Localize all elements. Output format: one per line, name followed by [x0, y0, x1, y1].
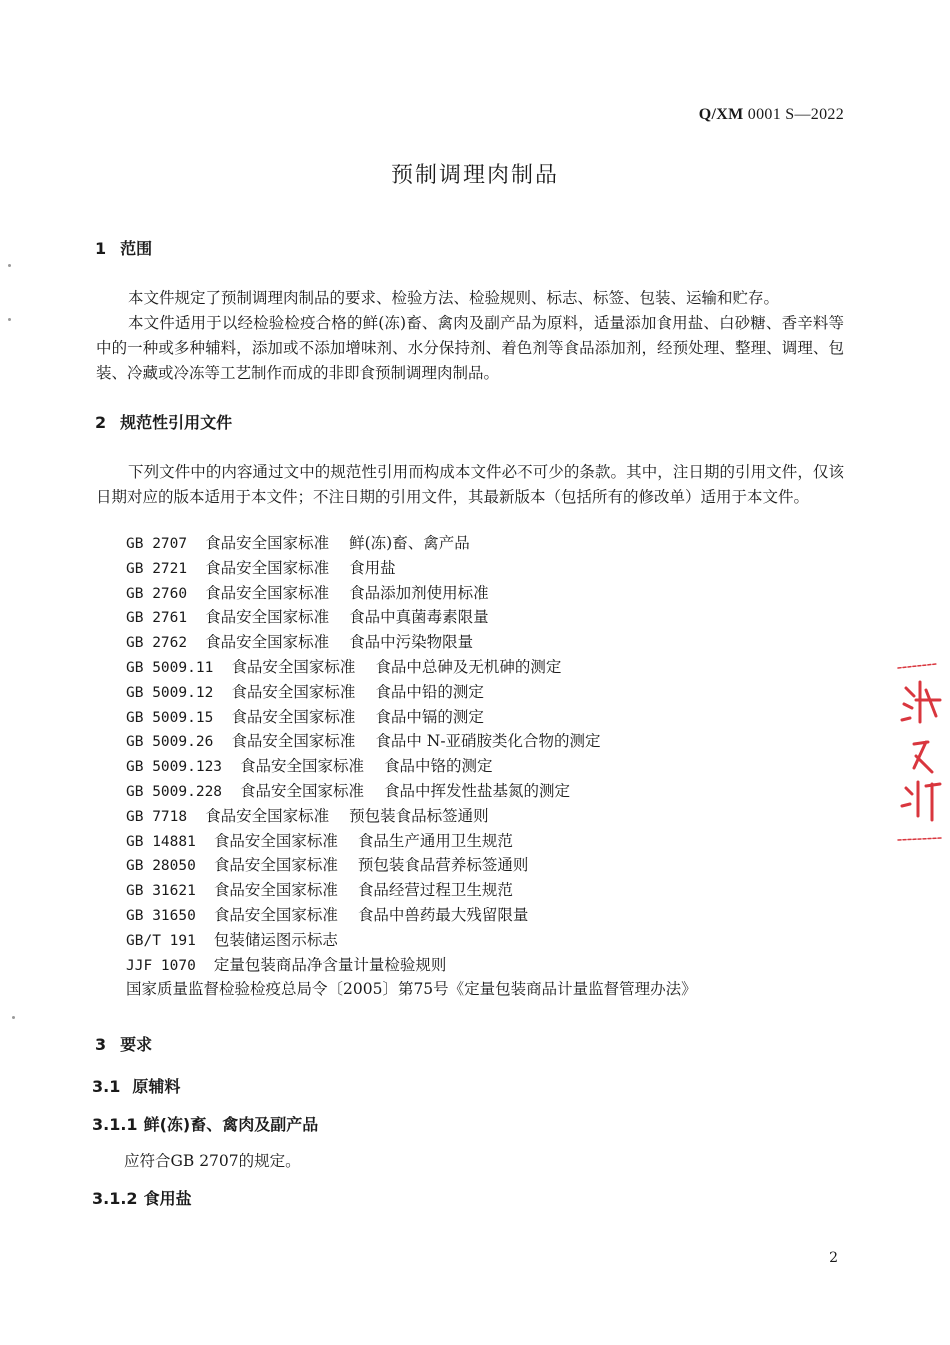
reference-item [126, 878, 697, 903]
reference-code: GB 5009.123 [126, 759, 223, 776]
reference-category: 食品安全国家标准 [205, 633, 330, 652]
section-title: 要求 [120, 1035, 153, 1054]
reference-item [126, 754, 697, 779]
reference-item [126, 705, 697, 730]
section-2-heading [95, 410, 232, 433]
reference-code: GB 7718 [126, 808, 188, 825]
reference-item [126, 928, 697, 953]
standard-code-prefix: Q/XM [698, 106, 744, 123]
reference-code: GB 2761 [126, 610, 188, 627]
section-number: 1 [95, 239, 107, 258]
reference-category: 食品安全国家标准 [240, 781, 365, 800]
reference-name: 食品生产通用卫生规范 [357, 831, 513, 850]
reference-item [126, 556, 697, 581]
reference-name: 食品中 N-亚硝胺类化合物的测定 [375, 732, 601, 751]
normative-intro: 下列文件中的内容通过文中的规范性引用而构成本文件必不可少的条款。其中，注日期的引用文件，仅该日期对应的版本适用于本文件；不注日期的引用文件，其最新版本（包括所有的修改单）适用于本文件。 [96, 463, 844, 506]
reference-code: GB 28050 [126, 858, 196, 875]
reference-decree: 国家质量监督检验检疫总局令〔2005〕第75号《定量包装商品计量监督管理办法》 [126, 980, 697, 999]
reference-category: 食品安全国家标准 [205, 558, 330, 577]
section-3-heading [95, 1032, 152, 1055]
section-3-1-heading [92, 1074, 180, 1097]
reference-name: 食品中挥发性盐基氮的测定 [384, 781, 571, 800]
reference-category: 食品安全国家标准 [231, 682, 356, 701]
reference-name: 定量包装商品净含量计量检验规则 [213, 955, 447, 974]
reference-name: 鲜(冻)畜、禽产品 [349, 534, 470, 552]
reference-name: 食品中镉的测定 [375, 707, 484, 726]
reference-category: 食品安全国家标准 [213, 905, 338, 924]
reference-category: 食品安全国家标准 [205, 806, 330, 825]
reference-category: 食品安全国家标准 [213, 831, 338, 850]
seal-stamp-icon [892, 660, 950, 850]
reference-item [126, 581, 697, 606]
reference-name: 食品中兽药最大残留限量 [357, 905, 529, 924]
reference-code: GB 2762 [126, 635, 188, 652]
reference-code: GB 5009.26 [126, 734, 214, 751]
section-3-1-1-heading [92, 1112, 318, 1135]
section-1-heading [95, 236, 152, 259]
reference-item [126, 605, 697, 630]
document-title: 预制调理肉制品 [390, 163, 559, 188]
reference-item [126, 953, 697, 978]
reference-name: 预包装食品标签通则 [349, 806, 489, 825]
reference-item [126, 630, 697, 655]
reference-name: 食品中铬的测定 [384, 757, 493, 776]
reference-name: 食品中真菌毒素限量 [349, 608, 489, 627]
reference-code: GB 5009.228 [126, 783, 223, 800]
reference-item [126, 853, 697, 878]
reference-code: GB/T 191 [126, 932, 196, 949]
reference-category: 食品安全国家标准 [213, 856, 338, 875]
scan-speck [8, 264, 11, 267]
reference-name: 食品经营过程卫生规范 [357, 881, 513, 900]
reference-name: 食品中铅的测定 [375, 682, 484, 701]
reference-category: 食品安全国家标准 [213, 881, 338, 900]
section-title: 食用盐 [143, 1189, 192, 1208]
scope-paragraph-2: 本文件适用于以经检验检疫合格的鲜(冻)畜、禽肉及副产品为原料，适量添加食用盐、白砂糖、香辛料等中的一种或多种辅料，添加或不添加增味剂、水分保持剂、着色剂等食品添加剂，经预处理、整理、调理、包装、冷藏或冷冻等工艺制作而成的非即食预制调理肉制品。 [96, 314, 844, 382]
requirement-3-1-1-text: 应符合GB 2707的规定。 [124, 1152, 301, 1170]
page-number: 2 [829, 1250, 838, 1266]
scope-paragraph-1: 本文件规定了预制调理肉制品的要求、检验方法、检验规则、标志、标签、包装、运输和贮存。 [128, 289, 780, 307]
reference-item [126, 680, 697, 705]
reference-item [126, 804, 697, 829]
reference-code: GB 5009.12 [126, 684, 214, 701]
reference-code: GB 2707 [126, 536, 188, 552]
reference-code: JJF 1070 [126, 957, 196, 974]
reference-item [126, 729, 697, 754]
section-title: 范围 [120, 239, 153, 258]
standard-code [699, 106, 844, 124]
reference-code: GB 31621 [126, 883, 196, 900]
reference-category: 食品安全国家标准 [205, 534, 330, 552]
reference-code: GB 5009.11 [126, 659, 214, 676]
reference-category: 食品安全国家标准 [231, 707, 356, 726]
reference-code: GB 31650 [126, 907, 196, 924]
reference-item [126, 655, 697, 680]
reference-category: 食品安全国家标准 [231, 657, 356, 676]
section-title: 规范性引用文件 [120, 413, 233, 432]
scan-speck [8, 318, 11, 321]
section-number: 3.1.1 [92, 1115, 138, 1134]
section-3-1-2-heading [92, 1186, 192, 1209]
reference-item [126, 531, 697, 556]
reference-code: GB 14881 [126, 833, 196, 850]
section-number: 3.1.2 [92, 1189, 138, 1208]
section-title: 鲜(冻)畜、禽肉及副产品 [143, 1115, 319, 1134]
reference-category: 食品安全国家标准 [240, 757, 365, 776]
scan-speck [12, 1016, 15, 1019]
reference-category: 食品安全国家标准 [205, 583, 330, 602]
section-number: 2 [95, 413, 107, 432]
section-number: 3 [95, 1035, 107, 1054]
reference-code: GB 2760 [126, 585, 188, 602]
reference-name: 包装储运图示标志 [213, 930, 338, 949]
reference-name: 预包装食品营养标签通则 [357, 856, 529, 875]
reference-item [126, 829, 697, 854]
reference-list [126, 531, 697, 1002]
reference-category: 食品安全国家标准 [231, 732, 356, 751]
reference-name: 食品中总砷及无机砷的测定 [375, 657, 562, 676]
reference-name: 食用盐 [349, 558, 396, 577]
standard-code-number: 0001 S—2022 [747, 106, 844, 123]
reference-code: GB 2721 [126, 560, 188, 577]
reference-item [126, 903, 697, 928]
section-title: 原辅料 [132, 1077, 181, 1096]
reference-name: 食品中污染物限量 [349, 633, 474, 652]
reference-code: GB 5009.15 [126, 709, 214, 726]
reference-name: 食品添加剂使用标准 [349, 583, 489, 602]
section-number: 3.1 [92, 1077, 121, 1096]
reference-category: 食品安全国家标准 [205, 608, 330, 627]
reference-item [126, 779, 697, 804]
